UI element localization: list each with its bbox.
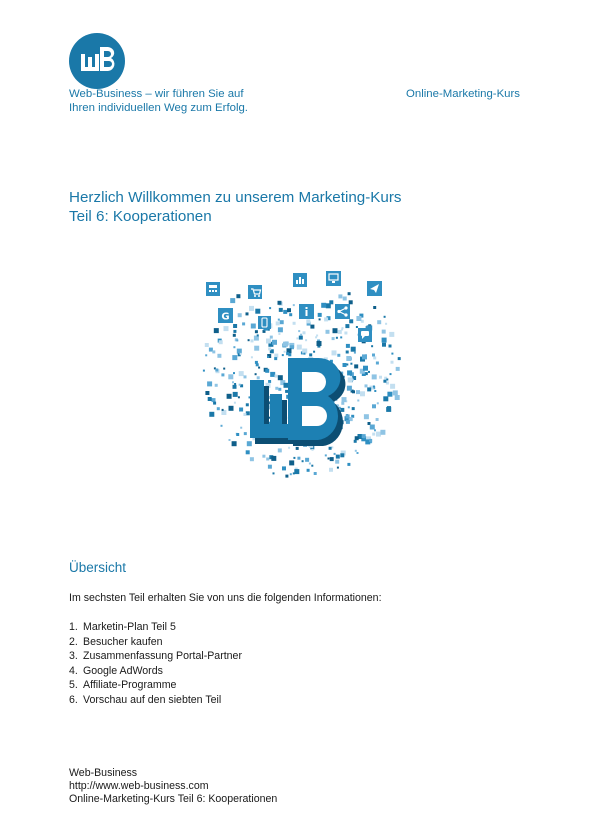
list-item-text: Google AdWords [83, 664, 163, 677]
pixel-square [372, 374, 377, 379]
pixel-square [251, 324, 256, 329]
pixel-square [296, 337, 298, 339]
pixel-square [328, 458, 330, 460]
pixel-square [227, 394, 232, 399]
pixel-square [387, 406, 391, 410]
list-item-text: Marketin-Plan Teil 5 [83, 621, 176, 633]
pixel-square [297, 457, 300, 460]
pixel-square [325, 454, 327, 456]
pixel-square [258, 367, 260, 369]
pixel-square [373, 356, 376, 359]
pixel-square [340, 336, 342, 338]
pixel-square [217, 407, 220, 410]
pixel-square [356, 316, 361, 321]
pixel-square [282, 354, 284, 356]
pixel-square [377, 402, 379, 404]
pixel-square [303, 331, 306, 334]
pixel-square [369, 439, 372, 442]
pixel-square [326, 330, 330, 334]
pixel-square [335, 460, 339, 464]
pixel-square [336, 337, 338, 339]
pixel-square [289, 313, 292, 316]
pixel-square [215, 384, 218, 387]
list-item-number: 3. [69, 650, 78, 662]
pixel-square [382, 343, 386, 347]
pixel-square [272, 340, 277, 345]
pixel-square [382, 338, 387, 343]
pixel-square [318, 313, 322, 317]
pixel-square [278, 388, 281, 391]
pixel-square [266, 339, 271, 344]
pixel-square [233, 324, 237, 328]
pixel-square [349, 300, 353, 304]
pixel-square [283, 342, 288, 347]
pixel-square [305, 458, 309, 462]
pixel-square [297, 345, 302, 350]
pixel-square [229, 406, 234, 411]
pixel-square [207, 381, 212, 386]
list-item-text: Besucher kaufen [83, 635, 163, 648]
pixel-square [278, 375, 283, 380]
pixel-square [265, 369, 269, 373]
footer [69, 767, 277, 806]
list-item [69, 678, 242, 693]
pixel-square [238, 313, 242, 317]
list-item [69, 635, 242, 650]
pixel-square [267, 356, 269, 358]
svg-text:G: G [221, 311, 230, 323]
pixel-square [355, 450, 357, 452]
pixel-square [329, 468, 333, 472]
pixel-square [348, 292, 351, 295]
pixel-square [203, 370, 205, 372]
pixel-square [243, 413, 246, 416]
pixel-square [357, 452, 359, 454]
pixel-square [275, 387, 278, 390]
pixel-square [262, 455, 265, 458]
pixel-square [205, 343, 209, 347]
pixel-square [337, 467, 339, 469]
pixel-square [321, 303, 326, 308]
pixel-square [271, 456, 276, 461]
pixel-square [269, 307, 271, 309]
calculator-icon [206, 282, 220, 296]
pixel-square [347, 463, 350, 466]
pixel-square [236, 294, 240, 298]
overview-list [69, 620, 242, 707]
pixel-square [246, 450, 250, 454]
list-item [69, 693, 242, 708]
pixel-square [356, 390, 360, 394]
pixel-square [309, 353, 312, 356]
pixel-square [376, 432, 381, 437]
footer-course: Online-Marketing-Kurs Teil 6: Kooperationen [69, 793, 278, 805]
pixel-square [232, 355, 237, 360]
pixel-square [278, 333, 280, 335]
pixel-square [338, 294, 342, 298]
pixel-square [234, 383, 236, 385]
pixel-square [300, 334, 302, 336]
pixel-square [319, 318, 321, 320]
pixel-square [232, 381, 234, 383]
pixel-square [232, 441, 237, 446]
pixel-square [278, 448, 282, 452]
pixel-square [383, 380, 386, 383]
pixel-square [355, 436, 359, 440]
pixel-square [249, 306, 254, 311]
pixel-square [212, 350, 215, 353]
list-item-number: 2. [69, 635, 78, 648]
pixel-square [246, 411, 250, 415]
pixel-square [357, 400, 359, 402]
pixel-square [380, 430, 385, 435]
pixel-square [255, 309, 260, 314]
pixel-square [229, 439, 231, 441]
pixel-square [257, 376, 260, 379]
pixel-square [273, 472, 275, 474]
list-item-number: 6. [69, 693, 78, 706]
pixel-square [311, 465, 313, 467]
pixel-square [205, 391, 209, 395]
pixel-square [293, 457, 295, 459]
pixel-square [282, 466, 286, 470]
pixel-square [393, 390, 398, 395]
pixel-square [219, 340, 223, 344]
page-title-line-1: Herzlich Willkommen zu unserem Marketing-Kurs [69, 189, 402, 206]
pixel-square [344, 332, 347, 335]
pixel-square [317, 341, 322, 346]
pixel-square [332, 337, 335, 340]
pixel-square [354, 364, 358, 368]
pixel-square [209, 348, 213, 352]
pixel-square [346, 414, 350, 418]
pixel-square [372, 404, 376, 408]
pixel-square [373, 386, 375, 388]
pixel-square [239, 384, 241, 386]
pixel-square [237, 349, 242, 354]
pixel-square [234, 402, 236, 404]
pixel-square [251, 356, 253, 358]
pixel-square [360, 391, 365, 396]
pixel-square [391, 353, 393, 355]
pixel-square [371, 345, 373, 347]
pixel-square [329, 447, 332, 450]
list-item-text: Zusammenfassung Portal-Partner [83, 650, 242, 662]
pixel-square [287, 308, 291, 312]
pixel-square [391, 361, 394, 364]
pixel-square [326, 303, 331, 308]
pixel-square [217, 354, 221, 358]
overview-heading: Übersicht [69, 560, 127, 575]
pixel-square [367, 387, 371, 391]
pixel-square [347, 370, 352, 375]
pixel-square [298, 330, 300, 332]
pixel-square [398, 357, 401, 360]
pixel-square [239, 408, 243, 412]
pixel-square [307, 469, 310, 472]
pixel-square [309, 463, 311, 465]
pixel-square [374, 390, 376, 392]
pixel-square [208, 397, 212, 401]
pixel-square [278, 327, 283, 332]
pixel-square [305, 339, 307, 341]
pixel-square [352, 407, 355, 410]
chart-icon [293, 273, 307, 287]
send-icon [367, 281, 382, 296]
pixel-square [333, 328, 338, 333]
pixel-square [385, 323, 387, 325]
pixel-square [350, 363, 352, 365]
pixel-square [342, 397, 347, 402]
pixel-square [349, 319, 353, 323]
pixel-square [256, 363, 259, 366]
pixel-square [290, 473, 292, 475]
pixel-square [390, 384, 395, 389]
pixel-square [223, 368, 225, 370]
pixel-square [312, 449, 314, 451]
pixel-square [354, 440, 357, 443]
pixel-square [296, 447, 299, 450]
list-item [69, 620, 242, 635]
chat-icon [358, 328, 372, 342]
pixel-square [255, 330, 258, 333]
pixel-square [351, 347, 356, 352]
pixel-square [377, 320, 381, 324]
tagline-line-2: Ihren individuellen Weg zum Erfolg. [69, 102, 248, 114]
pixel-square [209, 412, 214, 417]
pixel-square [341, 402, 344, 405]
course-name: Online-Marketing-Kurs [406, 88, 520, 100]
pixel-square [276, 321, 280, 325]
pixel-square [299, 336, 303, 340]
pixel-square [228, 374, 233, 379]
pixel-square [294, 469, 299, 474]
pixel-square [315, 336, 317, 338]
pixel-square [362, 434, 366, 438]
pixel-square [390, 373, 392, 375]
pixel-square [254, 346, 259, 351]
page-title [69, 188, 402, 226]
pixel-square [374, 429, 376, 431]
phone-icon [258, 316, 271, 329]
pixel-square [244, 375, 247, 378]
pixel-square [221, 425, 223, 427]
pixel-square [257, 334, 259, 336]
pixel-square [363, 366, 368, 371]
pixel-square [343, 297, 347, 301]
pixel-square [314, 472, 317, 475]
pixel-square [270, 372, 275, 377]
wb-logo-icon [69, 33, 125, 89]
pixel-square [306, 319, 310, 323]
list-item-text: Vorschau auf den siebten Teil [83, 693, 222, 706]
list-item [69, 664, 242, 679]
list-item [69, 649, 242, 664]
pixel-square [347, 386, 352, 391]
pixel-square [384, 316, 386, 318]
pixel-square [268, 380, 271, 383]
pixel-square [332, 350, 337, 355]
list-item-number: 4. [69, 664, 78, 677]
pixel-square [224, 326, 229, 331]
pixel-square [278, 319, 280, 321]
monitor-icon [326, 271, 341, 286]
pixel-square [368, 371, 370, 373]
pixel-square [376, 418, 379, 421]
pixel-square [346, 420, 350, 424]
pixel-square [222, 409, 224, 411]
pixel-square [238, 396, 240, 398]
pixel-square [379, 376, 382, 379]
pixel-square [236, 339, 238, 341]
pixel-square [372, 433, 375, 436]
pixel-square [310, 325, 314, 329]
pixel-square [354, 352, 356, 354]
pixel-square [340, 408, 344, 412]
pixel-square [348, 377, 353, 382]
pixel-square [395, 395, 400, 400]
pixel-square [213, 402, 216, 405]
cart-icon [248, 285, 262, 299]
footer-url[interactable]: http://www.web-business.com [69, 780, 209, 792]
pixel-square [316, 335, 318, 337]
pixel-square [313, 351, 315, 353]
pixel-square [337, 354, 340, 357]
pixel-square [275, 375, 278, 378]
pixel-square [356, 326, 358, 328]
pixel-square [289, 460, 294, 465]
pixel-square [233, 385, 237, 389]
pixel-square [389, 332, 394, 337]
pixel-square [372, 354, 375, 357]
google-icon [218, 308, 233, 323]
pixel-square [278, 301, 282, 305]
pixel-square [338, 330, 342, 334]
pixel-square [236, 433, 239, 436]
pixel-square [283, 310, 287, 314]
pixel-square [215, 369, 218, 372]
pixel-square [346, 351, 349, 354]
pixel-square [230, 298, 235, 303]
pixel-square [274, 357, 277, 360]
pixel-square [246, 312, 249, 315]
pixel-square [285, 475, 288, 478]
pixel-square [376, 362, 379, 365]
tagline [69, 87, 329, 115]
list-item-number: 1. [69, 621, 78, 633]
pixel-square [340, 453, 344, 457]
pixel-square [214, 328, 219, 333]
pixel-square [250, 457, 254, 461]
pixel-square [348, 406, 350, 408]
pixel-square [233, 334, 236, 337]
pixel-square [382, 330, 386, 334]
pixel-square [346, 364, 348, 366]
pixel-square [285, 390, 288, 393]
pixel-square [386, 379, 388, 381]
pixel-square [221, 373, 224, 376]
pixel-square [240, 427, 242, 429]
pixel-square [244, 432, 247, 435]
pixel-square [362, 354, 367, 359]
share-icon [335, 304, 350, 319]
pixel-square [212, 398, 216, 402]
tagline-line-1: Web-Business – wir führen Sie auf [69, 88, 244, 100]
pixel-square [248, 339, 250, 341]
pixel-square [268, 347, 271, 350]
pixel-square [205, 354, 207, 356]
pixel-square [345, 324, 349, 328]
pixel-square [255, 373, 257, 375]
pixel-square [334, 453, 336, 455]
pixel-square [240, 353, 242, 355]
pixel-square [387, 392, 392, 397]
pixel-square [370, 425, 375, 430]
list-item-number: 5. [69, 679, 78, 691]
pixel-square [286, 352, 289, 355]
pixel-square [389, 345, 392, 348]
pixel-square [364, 414, 369, 419]
page-title-line-2: Teil 6: Kooperationen [69, 208, 212, 225]
pixel-square [247, 441, 252, 446]
pixel-square [246, 403, 249, 406]
pixel-square [336, 455, 340, 459]
pixel-square [330, 457, 334, 461]
pixel-square [346, 344, 350, 348]
wb-pixel-cloud-illustration [190, 262, 410, 512]
pixel-square [365, 384, 368, 387]
pixel-square [302, 460, 304, 462]
pixel-square [396, 367, 400, 371]
pixel-square [280, 320, 284, 324]
pixel-square [284, 351, 286, 353]
pixel-square [268, 465, 272, 469]
footer-company: Web-Business [69, 767, 138, 779]
pixel-square [274, 354, 278, 358]
pixel-square [346, 356, 351, 361]
pixel-square [251, 339, 254, 342]
pixel-square [304, 353, 306, 355]
pixel-square [233, 330, 236, 333]
pixel-square [239, 371, 244, 376]
pixel-square [383, 396, 388, 401]
pixel-square [324, 317, 328, 321]
pixel-square [266, 458, 269, 461]
pixel-square [284, 383, 289, 388]
pixel-square [293, 304, 295, 306]
list-item-text: Affiliate-Programme [83, 679, 177, 691]
pixel-square [343, 363, 347, 367]
pixel-square [293, 322, 296, 325]
info-icon [299, 304, 314, 319]
pixel-square [233, 346, 235, 348]
overview-intro: Im sechsten Teil erhalten Sie von uns die folgenden Informationen: [69, 592, 382, 604]
pixel-square [233, 372, 235, 374]
pixel-square [279, 308, 283, 312]
pixel-square [288, 447, 290, 449]
pixel-square [373, 306, 376, 309]
pixel-square [242, 322, 245, 325]
pixel-square [270, 336, 273, 339]
pixel-square [233, 392, 238, 397]
